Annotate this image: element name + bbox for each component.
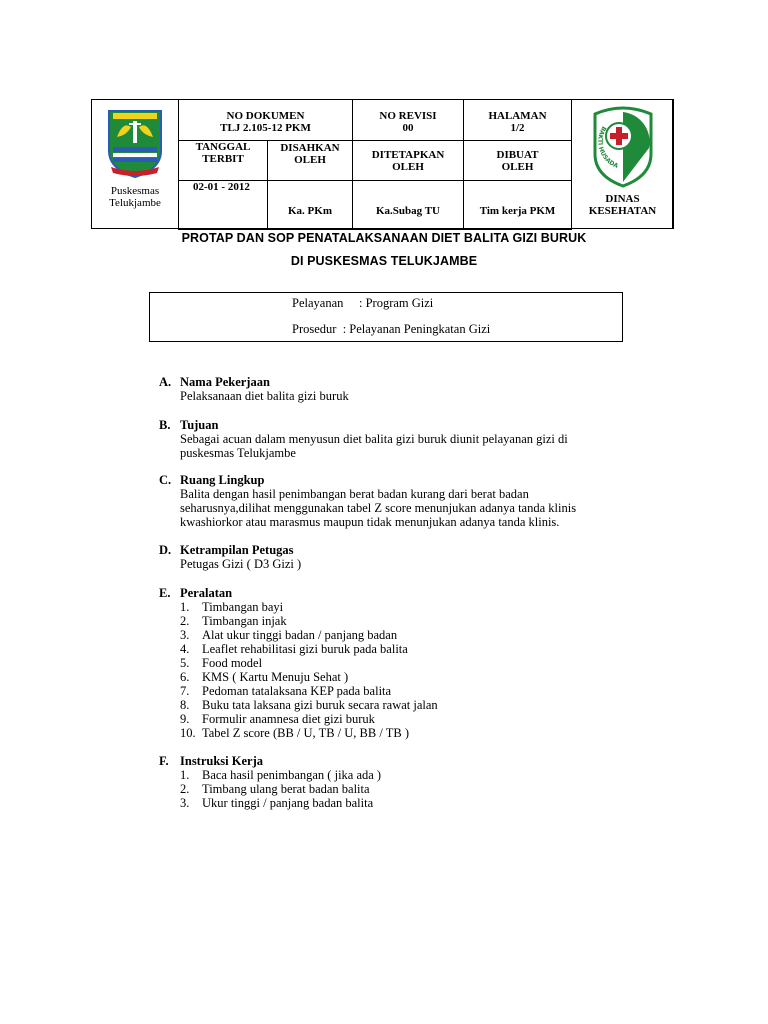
list-number: 3. bbox=[180, 796, 190, 810]
list-item bbox=[180, 712, 438, 726]
section-letter: E. bbox=[159, 586, 171, 600]
halaman-value: 1/2 bbox=[510, 122, 525, 134]
list-number: 3. bbox=[180, 628, 190, 642]
list-item bbox=[180, 670, 438, 684]
list-item bbox=[180, 614, 438, 628]
puskesmas-label: Puskesmas Telukjambe bbox=[109, 185, 161, 209]
section-heading: Instruksi Kerja bbox=[180, 754, 263, 768]
list-number: 5. bbox=[180, 656, 190, 670]
list-number: 9. bbox=[180, 712, 190, 726]
ditetapkan-value: Ka.Subag TU bbox=[352, 180, 464, 230]
list-item bbox=[180, 782, 381, 796]
section-b bbox=[159, 418, 568, 460]
karawang-emblem-icon bbox=[105, 107, 165, 179]
section-heading: Ruang Lingkup bbox=[180, 473, 265, 487]
no-dokumen-value: TLJ 2.105-12 PKM bbox=[220, 122, 311, 134]
list-item bbox=[180, 628, 438, 642]
equipment-list bbox=[180, 600, 438, 740]
section-c bbox=[159, 473, 576, 529]
list-text: Pedoman tatalaksana KEP pada balita bbox=[202, 684, 392, 698]
list-item bbox=[180, 642, 438, 656]
list-item bbox=[180, 656, 438, 670]
no-dokumen-cell bbox=[178, 99, 353, 141]
list-text: Timbangan bayi bbox=[202, 600, 284, 614]
bakti-husada-text: BAKTI HUSADA bbox=[596, 124, 620, 170]
list-item bbox=[180, 726, 438, 740]
prosedur-line: Prosedur : Pelayanan Peningkatan Gizi bbox=[292, 322, 491, 336]
list-text: Leaflet rehabilitasi gizi buruk pada balita bbox=[202, 642, 408, 656]
section-a bbox=[159, 375, 349, 403]
list-item bbox=[180, 698, 438, 712]
list-number: 8. bbox=[180, 698, 190, 712]
section-heading: Ketrampilan Petugas bbox=[180, 543, 294, 557]
section-d bbox=[159, 543, 301, 571]
list-item bbox=[180, 684, 438, 698]
list-text: Tabel Z score (BB / U, TB / U, BB / TB ) bbox=[202, 726, 409, 740]
halaman-cell bbox=[463, 99, 572, 141]
list-text: Formulir anamnesa diet gizi buruk bbox=[202, 712, 375, 726]
section-body: Balita dengan hasil penimbangan berat badan kurang dari berat badan seharusnya,dilihat menggunakan tabel Z score menunjukan adanya tanda klinis kwashiorkor atau marasmus maupun tidak menunjukan adanya tanda klinis. bbox=[180, 487, 577, 529]
instruction-list bbox=[180, 768, 381, 810]
list-number: 4. bbox=[180, 642, 190, 656]
no-revisi-value: 00 bbox=[402, 122, 414, 134]
section-letter: C. bbox=[159, 473, 172, 487]
list-number: 10. bbox=[180, 726, 196, 740]
list-text: Food model bbox=[202, 656, 263, 670]
tanggal-value: 02-01 - 2012 bbox=[178, 180, 268, 230]
service-info-box bbox=[149, 292, 623, 342]
ditetapkan-label: DITETAPKAN OLEH bbox=[352, 140, 464, 181]
no-revisi-label: NO REVISI bbox=[379, 110, 437, 122]
dibuat-value: Tim kerja PKM bbox=[463, 180, 572, 230]
halaman-label: HALAMAN bbox=[488, 110, 547, 122]
section-letter: D. bbox=[159, 543, 172, 557]
dinas-kesehatan-label: DINAS KESEHATAN bbox=[588, 193, 657, 217]
list-number: 7. bbox=[180, 684, 190, 698]
list-item bbox=[180, 768, 381, 782]
section-letter: F. bbox=[159, 754, 169, 768]
section-letter: B. bbox=[159, 418, 171, 432]
no-dokumen-label: NO DOKUMEN bbox=[226, 110, 305, 122]
list-text: Timbangan injak bbox=[202, 614, 287, 628]
no-revisi-cell bbox=[352, 99, 464, 141]
tanggal-terbit-label: TANGGAL TERBIT bbox=[178, 140, 268, 181]
disahkan-label: DISAHKAN OLEH bbox=[267, 140, 353, 181]
list-text: Ukur tinggi / panjang badan balita bbox=[202, 796, 374, 810]
section-heading: Peralatan bbox=[180, 586, 233, 600]
document-header-table bbox=[91, 99, 673, 229]
document-title-line2: DI PUSKESMAS TELUKJAMBE bbox=[290, 254, 478, 268]
list-number: 2. bbox=[180, 614, 190, 628]
dibuat-label: DIBUAT OLEH bbox=[463, 140, 572, 181]
section-letter: A. bbox=[159, 375, 172, 389]
list-text: Alat ukur tinggi badan / panjang badan bbox=[202, 628, 398, 642]
bakti-husada-emblem-icon bbox=[587, 104, 659, 188]
list-item bbox=[180, 796, 381, 810]
list-number: 1. bbox=[180, 600, 190, 614]
section-body: Sebagai acuan dalam menyusun diet balita gizi buruk diunit pelayanan gizi di puskesmas Telukjambe bbox=[180, 432, 568, 460]
dinas-kesehatan-cell bbox=[571, 99, 674, 229]
list-text: Timbang ulang berat badan balita bbox=[202, 782, 370, 796]
section-f bbox=[159, 754, 381, 810]
list-number: 6. bbox=[180, 670, 190, 684]
document-title-line1: PROTAP DAN SOP PENATALAKSANAAN DIET BALITA GIZI BURUK bbox=[181, 231, 587, 245]
list-text: Baca hasil penimbangan ( jika ada ) bbox=[202, 768, 382, 782]
list-item bbox=[180, 600, 438, 614]
pelayanan-line: Pelayanan : Program Gizi bbox=[292, 296, 434, 310]
disahkan-value: Ka. PKm bbox=[267, 180, 353, 230]
list-number: 2. bbox=[180, 782, 190, 796]
section-heading: Tujuan bbox=[180, 418, 219, 432]
section-heading: Nama Pekerjaan bbox=[180, 375, 270, 389]
list-number: 1. bbox=[180, 768, 190, 782]
section-e bbox=[159, 586, 438, 740]
puskesmas-logo-cell bbox=[91, 99, 179, 229]
list-text: KMS ( Kartu Menuju Sehat ) bbox=[202, 670, 349, 684]
list-text: Buku tata laksana gizi buruk secara rawat jalan bbox=[202, 698, 438, 712]
section-body: Petugas Gizi ( D3 Gizi ) bbox=[180, 557, 302, 571]
section-body: Pelaksanaan diet balita gizi buruk bbox=[180, 389, 349, 403]
